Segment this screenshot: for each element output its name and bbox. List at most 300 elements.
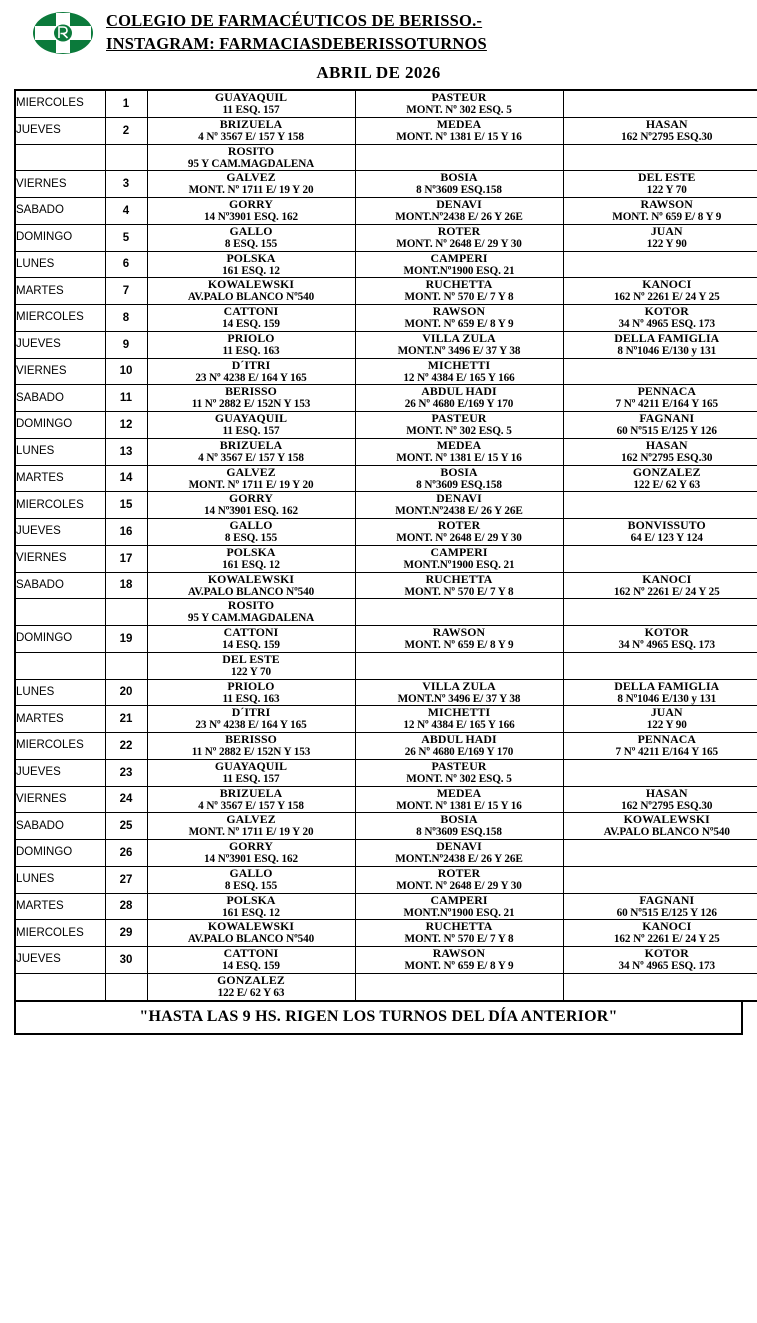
pharmacy-address: 122 Y 70 [646,184,687,197]
pharmacy-address: MONT. Nº 659 E/ 8 Y 9 [612,211,722,224]
pharmacy-cell-2 [355,331,563,358]
day-name-cell: JUEVES [15,117,105,144]
pharmacy-name: JUAN [650,706,683,720]
pharmacy-name: GALLO [229,519,273,532]
pharmacy-name: BRIZUELA [219,438,283,452]
pharmacy-name [564,599,757,612]
pharmacy-name: VILLA ZULA [422,331,496,345]
pharmacy-cell-1 [147,412,355,439]
pharmacy-address: 64 E/ 123 Y 124 [630,532,703,545]
pharmacy-name: KOTOR [644,947,689,960]
pharmacy-address: 14 ESQ. 159 [222,960,280,973]
pharmacy-cell-3 [563,385,757,412]
pharmacy-cell-1 [147,947,355,974]
pharmacy-cell-3 [563,866,757,893]
pharmacy-address: 12 Nº 4384 E/ 165 Y 166 [403,371,515,384]
pharmacy-name [564,867,757,880]
pharmacy-name: GONZALEZ [632,465,701,479]
pharmacy-cell-1 [147,893,355,920]
pharmacy-cell-2 [355,652,563,679]
pharmacy-cell-1 [147,465,355,492]
pharmacy-cell-3 [563,733,757,760]
pharmacy-name: ROSITO [227,144,275,158]
pharmacy-address: MONT. Nº 302 ESQ. 5 [406,772,512,785]
pharmacy-name: PENNACA [637,733,696,746]
pharmacy-cell-2 [355,492,563,519]
pharmacy-name [564,252,757,265]
day-name-cell: LUNES [15,679,105,706]
pharmacy-cell-2 [355,198,563,225]
pharmacy-cell-2 [355,759,563,786]
day-number-cell: 5 [105,224,147,251]
table-row [15,626,757,653]
table-row [15,973,757,1000]
pharmacy-cell-3 [563,893,757,920]
pharmacy-address: 162 Nº2795 ESQ.30 [621,799,713,812]
day-name-cell: MIERCOLES [15,305,105,332]
pharmacy-name: RAWSON [640,198,693,211]
pharmacy-name: BRIZUELA [219,117,283,131]
day-number-cell: 19 [105,626,147,653]
pharmacy-cell-3 [563,117,757,144]
pharmacy-name [564,145,757,158]
pharmacy-name: KANOCI [642,920,692,934]
day-number-cell: 28 [105,893,147,920]
pharmacy-address: 122 Y 70 [230,665,271,678]
pharmacy-address: 7 Nº 4211 E/164 Y 165 [615,398,718,411]
day-name-cell: MIERCOLES [15,492,105,519]
pharmacy-cell-1 [147,813,355,840]
pharmacy-address: 8 ESQ. 155 [224,879,278,892]
pharmacy-cell-2 [355,947,563,974]
pharmacy-name [564,974,757,987]
pharmacy-name: KOTOR [644,626,689,639]
pharmacy-name: DEL ESTE [222,652,280,666]
pharmacy-cell-2 [355,973,563,1000]
table-row [15,198,757,225]
footer-note: "HASTA LAS 9 HS. RIGEN LOS TURNOS DEL DÍA ANTERIOR" [14,1002,743,1035]
pharmacy-cross-logo-icon [32,10,94,56]
pharmacy-address: 11 ESQ. 163 [222,692,280,705]
pharmacy-name: BOSIA [440,465,478,479]
table-row [15,305,757,332]
pharmacy-name: KANOCI [642,278,692,292]
table-row [15,786,757,813]
pharmacy-name: MEDEA [436,438,482,452]
pharmacy-address: 122 E/ 62 Y 63 [633,478,701,491]
table-row [15,117,757,144]
pharmacy-address [564,372,757,385]
pharmacy-address: 26 Nº 4680 E/169 Y 170 [404,398,514,411]
day-name-cell: LUNES [15,866,105,893]
pharmacy-cell-1 [147,144,355,171]
pharmacy-cell-2 [355,733,563,760]
pharmacy-name [564,760,757,773]
pharmacy-cell-3 [563,947,757,974]
instagram-handle: INSTAGRAM: FARMACIASDEBERISSOTURNOS [106,34,487,53]
pharmacy-name [564,91,757,104]
pharmacy-cell-3 [563,198,757,225]
pharmacy-cell-1 [147,358,355,385]
pharmacy-address: MONT.Nº2438 E/ 26 Y 26E [395,505,523,518]
pharmacy-cell-3 [563,251,757,278]
day-name-cell: MIERCOLES [15,733,105,760]
pharmacy-name: ROSITO [227,599,275,613]
table-row [15,171,757,198]
pharmacy-name: GORRY [229,840,273,853]
pharmacy-address: 14 ESQ. 159 [222,318,280,331]
pharmacy-name: RAWSON [432,947,486,960]
table-row [15,599,757,626]
day-name-cell: SABADO [15,198,105,225]
table-row [15,492,757,519]
pharmacy-name: RAWSON [432,305,486,318]
pharmacy-address: MONT.Nº1900 ESQ. 21 [403,906,515,919]
pharmacy-address: MONT. Nº 1711 E/ 19 Y 20 [188,478,314,491]
pharmacy-name [564,653,757,666]
pharmacy-cell-3 [563,278,757,305]
pharmacy-cell-2 [355,840,563,867]
pharmacy-address: AV.PALO BLANCO Nº540 [603,826,730,839]
day-name-cell: MIERCOLES [15,90,105,117]
pharmacy-address: 161 ESQ. 12 [222,558,280,571]
pharmacy-name: VILLA ZULA [422,679,496,693]
table-row [15,920,757,947]
pharmacy-address: 11 ESQ. 157 [222,104,280,117]
day-name-cell [15,973,105,1000]
day-name-cell: MARTES [15,893,105,920]
pharmacy-name: MEDEA [436,786,482,800]
day-number-cell: 21 [105,706,147,733]
pharmacy-name: RUCHETTA [425,278,493,292]
pharmacy-cell-1 [147,920,355,947]
pharmacy-name: BOSIA [440,171,478,185]
pharmacy-cell-2 [355,412,563,439]
table-row [15,652,757,679]
pharmacy-cell-3 [563,171,757,198]
table-row [15,947,757,974]
pharmacy-cell-2 [355,117,563,144]
pharmacy-address: 60 Nº515 E/125 Y 126 [616,425,717,438]
pharmacy-cell-2 [355,358,563,385]
pharmacy-address [564,158,757,171]
pharmacy-address: MONT. Nº 302 ESQ. 5 [406,425,512,438]
pharmacy-name: ABDUL HADI [421,733,497,746]
pharmacy-address: 161 ESQ. 12 [222,264,280,277]
pharmacy-cell-3 [563,652,757,679]
pharmacy-address: 34 Nº 4965 ESQ. 173 [618,639,716,652]
day-name-cell: SABADO [15,572,105,599]
day-number-cell [105,973,147,1000]
pharmacy-name [564,546,757,559]
pharmacy-cell-3 [563,305,757,332]
pharmacy-cell-2 [355,599,563,626]
pharmacy-name: CAMPERI [430,893,488,907]
pharmacy-name: BERISSO [225,385,277,399]
pharmacy-address [564,505,757,518]
pharmacy-cell-3 [563,759,757,786]
pharmacy-name: GALVEZ [226,171,276,185]
pharmacy-address: MONT. Nº 2648 E/ 29 Y 30 [396,532,522,545]
pharmacy-address: MONT. Nº 659 E/ 8 Y 9 [404,318,514,331]
pharmacy-address [564,987,757,1000]
pharmacy-address: 8 Nº3609 ESQ.158 [416,478,502,491]
day-number-cell: 1 [105,90,147,117]
day-name-cell: LUNES [15,438,105,465]
pharmacy-address: 26 Nº 4680 E/169 Y 170 [404,746,514,759]
pharmacy-cell-1 [147,331,355,358]
pharmacy-name: KOWALEWSKI [207,278,295,292]
pharmacy-address: 162 Nº 2261 E/ 24 Y 25 [613,933,720,946]
day-name-cell: MARTES [15,278,105,305]
day-number-cell [105,652,147,679]
day-number-cell: 11 [105,385,147,412]
pharmacy-cell-3 [563,920,757,947]
day-number-cell [105,144,147,171]
day-number-cell: 25 [105,813,147,840]
pharmacy-address: MONT. Nº 570 E/ 7 Y 8 [404,291,514,304]
pharmacy-address [564,265,757,278]
day-name-cell: VIERNES [15,358,105,385]
pharmacy-cell-1 [147,90,355,117]
pharmacy-name: MICHETTI [427,358,491,372]
pharmacy-cell-1 [147,438,355,465]
pharmacy-name: GALVEZ [226,813,276,827]
pharmacy-cell-2 [355,920,563,947]
pharmacy-address: 11 Nº 2882 E/ 152N Y 153 [191,398,311,411]
pharmacy-cell-2 [355,572,563,599]
table-row [15,412,757,439]
day-name-cell [15,599,105,626]
pharmacy-cell-1 [147,733,355,760]
pharmacy-name: DELLA FAMIGLIA [614,679,720,693]
pharmacy-address: MONT. Nº 2648 E/ 29 Y 30 [396,237,522,250]
pharmacy-cell-1 [147,626,355,653]
table-row [15,733,757,760]
pharmacy-cell-3 [563,545,757,572]
pharmacy-cell-2 [355,465,563,492]
pharmacy-cell-3 [563,465,757,492]
day-name-cell: VIERNES [15,786,105,813]
pharmacy-cell-3 [563,973,757,1000]
pharmacy-address: 4 Nº 3567 E/ 157 Y 158 [198,451,304,464]
pharmacy-name [356,599,563,612]
pharmacy-address [564,853,757,866]
pharmacy-cell-2 [355,385,563,412]
day-name-cell: DOMINGO [15,224,105,251]
pharmacy-name: MEDEA [436,117,482,131]
document-header [14,6,743,58]
day-name-cell: VIERNES [15,545,105,572]
pharmacy-cell-1 [147,572,355,599]
pharmacy-name: FAGNANI [639,893,695,907]
pharmacy-cell-1 [147,278,355,305]
day-name-cell: DOMINGO [15,626,105,653]
pharmacy-address: 162 Nº 2261 E/ 24 Y 25 [613,291,720,304]
day-number-cell: 4 [105,198,147,225]
pharmacy-name: HASAN [645,438,688,452]
pharmacy-cell-1 [147,224,355,251]
pharmacy-address: MONT. Nº 2648 E/ 29 Y 30 [396,879,522,892]
pharmacy-name: GALVEZ [226,465,276,479]
pharmacy-address: 4 Nº 3567 E/ 157 Y 158 [198,799,304,812]
pharmacy-cell-3 [563,786,757,813]
pharmacy-address: 12 Nº 4384 E/ 165 Y 166 [403,719,515,732]
pharmacy-name: ABDUL HADI [421,385,497,399]
pharmacy-name: JUAN [650,224,683,238]
pharmacy-cell-1 [147,599,355,626]
day-name-cell: SABADO [15,813,105,840]
table-row [15,251,757,278]
day-number-cell: 13 [105,438,147,465]
pharmacy-address: 34 Nº 4965 ESQ. 173 [618,318,716,331]
pharmacy-address [564,880,757,893]
day-name-cell: DOMINGO [15,412,105,439]
pharmacy-cell-3 [563,626,757,653]
pharmacy-address: AV.PALO BLANCO Nº540 [187,291,315,304]
pharmacy-address: 8 ESQ. 155 [224,532,278,545]
pharmacy-address: 8 ESQ. 155 [224,237,278,250]
table-row [15,759,757,786]
day-name-cell: MARTES [15,465,105,492]
pharmacy-address: 11 ESQ. 157 [222,772,280,785]
pharmacy-address: 60 Nº515 E/125 Y 126 [616,906,717,919]
pharmacy-cell-2 [355,813,563,840]
pharmacy-name: RUCHETTA [425,572,493,586]
pharmacy-address: MONT. Nº 1381 E/ 15 Y 16 [396,799,522,812]
pharmacy-cell-3 [563,813,757,840]
day-name-cell [15,652,105,679]
pharmacy-cell-2 [355,171,563,198]
pharmacy-name: CATTONI [223,947,279,960]
pharmacy-name: POLSKA [226,893,276,907]
pharmacy-address [564,612,757,625]
day-number-cell: 12 [105,412,147,439]
day-number-cell: 14 [105,465,147,492]
pharmacy-name [356,145,563,158]
pharmacy-address: 14 Nº3901 ESQ. 162 [204,211,298,224]
pharmacy-name [356,974,563,987]
pharmacy-cell-2 [355,224,563,251]
pharmacy-name: BRIZUELA [219,786,283,800]
pharmacy-address: 122 Y 90 [646,237,687,250]
pharmacy-cell-2 [355,786,563,813]
pharmacy-address: AV.PALO BLANCO Nº540 [187,585,315,598]
pharmacy-name: ROTER [437,866,481,880]
pharmacy-address: AV.PALO BLANCO Nº540 [187,933,315,946]
day-name-cell: MIERCOLES [15,920,105,947]
pharmacy-name: POLSKA [226,545,276,559]
day-name-cell: MARTES [15,706,105,733]
pharmacy-address: MONT. Nº 1381 E/ 15 Y 16 [396,130,522,143]
pharmacy-address: MONT.Nº 3496 E/ 37 Y 38 [397,692,521,705]
table-row [15,679,757,706]
pharmacy-address: MONT. Nº 1381 E/ 15 Y 16 [396,451,522,464]
pharmacy-address: 122 Y 90 [646,719,687,732]
table-row [15,706,757,733]
pharmacy-name: PRIOLO [227,331,275,345]
pharmacy-address [356,987,563,1000]
pharmacy-name: GONZALEZ [217,973,285,987]
pharmacy-address [356,158,563,171]
day-name-cell [15,144,105,171]
pharmacy-cell-1 [147,786,355,813]
pharmacy-cell-3 [563,840,757,867]
pharmacy-name: GORRY [229,198,273,211]
institution-name: COLEGIO DE FARMACÉUTICOS DE BERISSO.- [106,11,483,31]
day-name-cell: JUEVES [15,331,105,358]
day-number-cell: 18 [105,572,147,599]
pharmacy-name: FAGNANI [639,412,695,425]
day-number-cell: 20 [105,679,147,706]
pharmacy-cell-2 [355,305,563,332]
table-row [15,465,757,492]
schedule-table [14,89,757,1002]
pharmacy-address: 95 Y CAM.MAGDALENA [187,612,315,625]
pharmacy-address: 14 Nº3901 ESQ. 162 [204,853,298,866]
table-row [15,813,757,840]
day-name-cell: LUNES [15,251,105,278]
pharmacy-cell-1 [147,652,355,679]
pharmacy-name: GORRY [229,492,273,506]
pharmacy-cell-2 [355,893,563,920]
pharmacy-name: DELLA FAMIGLIA [614,331,720,345]
pharmacy-cell-3 [563,358,757,385]
pharmacy-address: 11 Nº 2882 E/ 152N Y 153 [191,746,311,759]
day-name-cell: JUEVES [15,759,105,786]
day-name-cell: VIERNES [15,171,105,198]
table-row [15,438,757,465]
pharmacy-cell-3 [563,519,757,546]
pharmacy-cell-1 [147,251,355,278]
day-number-cell: 30 [105,947,147,974]
day-number-cell: 7 [105,278,147,305]
pharmacy-name: BONVISSUTO [627,519,706,532]
pharmacy-cell-2 [355,90,563,117]
table-row [15,144,757,171]
pharmacy-name: BOSIA [440,813,478,827]
pharmacy-cell-1 [147,679,355,706]
pharmacy-cell-3 [563,90,757,117]
pharmacy-address: 14 Nº3901 ESQ. 162 [204,505,298,518]
pharmacy-cell-3 [563,572,757,599]
pharmacy-address: MONT.Nº2438 E/ 26 Y 26E [395,853,523,866]
pharmacy-name: GUAYAQUIL [214,759,288,773]
pharmacy-cell-1 [147,117,355,144]
pharmacy-name: GALLO [229,866,273,880]
pharmacy-name: POLSKA [226,251,276,265]
pharmacy-address: 8 Nº3609 ESQ.158 [416,184,502,197]
pharmacy-address [564,104,757,117]
table-row [15,90,757,117]
day-number-cell: 9 [105,331,147,358]
pharmacy-cell-2 [355,545,563,572]
pharmacy-name: CATTONI [223,305,279,318]
pharmacy-name: GALLO [229,224,273,238]
day-number-cell [105,599,147,626]
pharmacy-address: MONT.Nº1900 ESQ. 21 [403,264,515,277]
pharmacy-address: MONT.Nº 3496 E/ 37 Y 38 [397,344,521,357]
table-row [15,545,757,572]
table-row [15,278,757,305]
pharmacy-address: 23 Nº 4238 E/ 164 Y 165 [195,371,307,384]
pharmacy-name: PRIOLO [227,679,275,693]
pharmacy-name: CAMPERI [430,545,488,559]
pharmacy-cell-2 [355,278,563,305]
day-name-cell: SABADO [15,385,105,412]
pharmacy-name: KOTOR [644,305,689,318]
pharmacy-cell-3 [563,331,757,358]
